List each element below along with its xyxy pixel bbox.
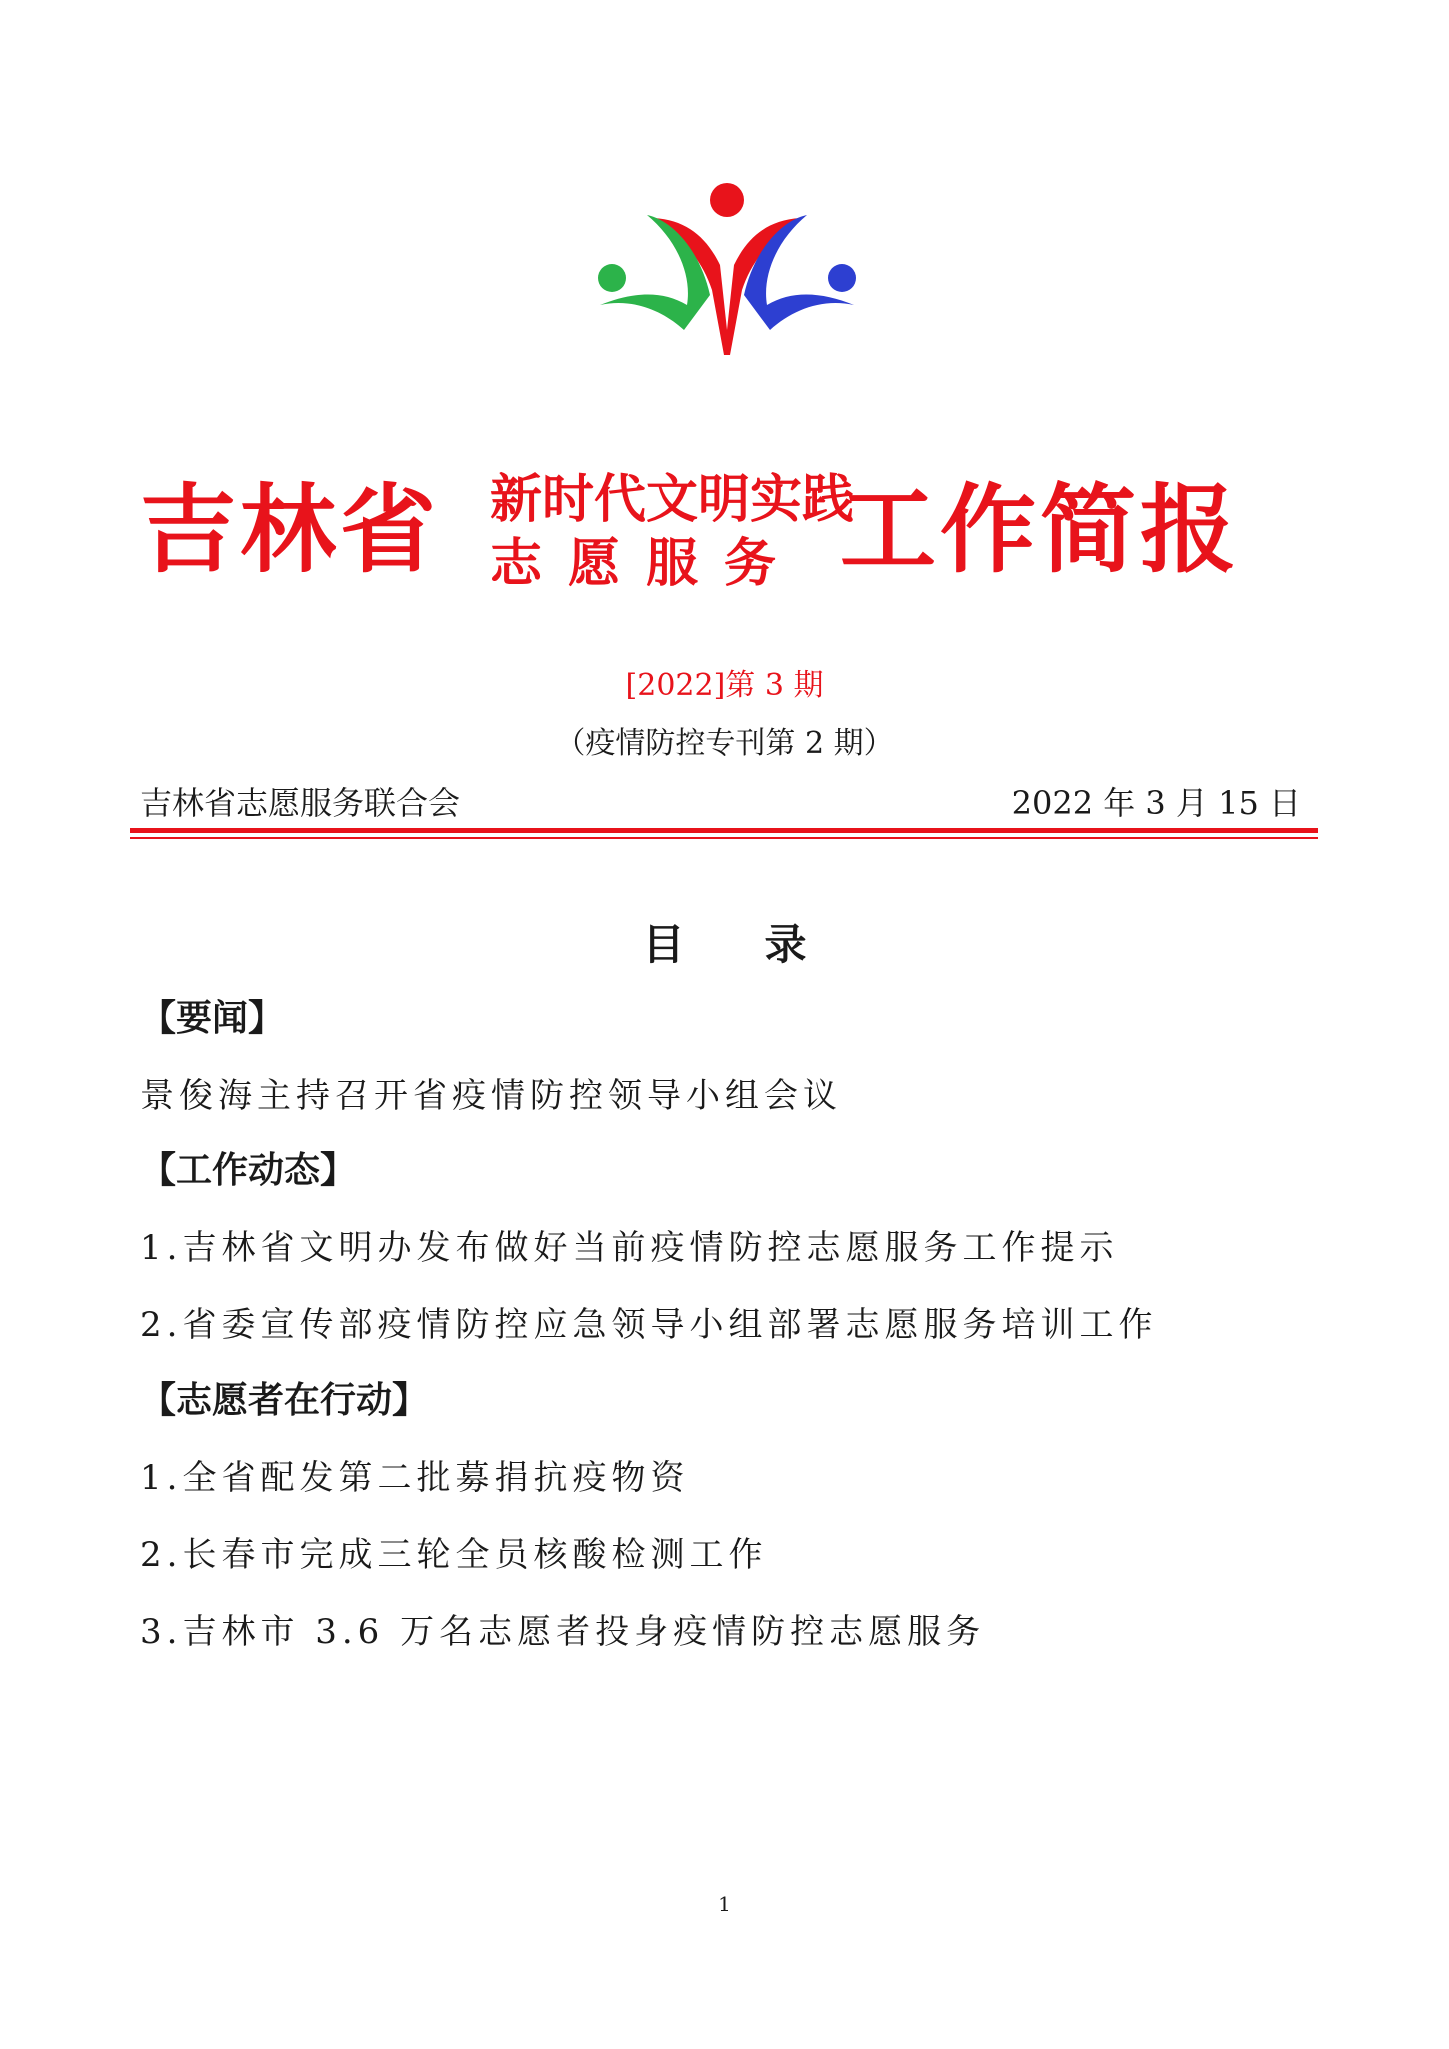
toc-item: 2.省委宣传部疫情防控应急领导小组部署志愿服务培训工作 [140, 1305, 1158, 1345]
toc-item: 2.长春市完成三轮全员核酸检测工作 [140, 1535, 768, 1575]
masthead-subtitle-line2: 志愿服务 [490, 534, 803, 594]
issue-number: [2022]第 3 期 [625, 668, 824, 703]
special-issue: （疫情防控专刊第 2 期） [555, 726, 894, 761]
masthead-title: 工作简报 [840, 474, 1240, 586]
toc-item: 1.吉林省文明办发布做好当前疫情防控志愿服务工作提示 [140, 1228, 1119, 1268]
page-number: 1 [718, 1892, 731, 1916]
toc-section-heading: 【工作动态】 [140, 1150, 357, 1191]
header-rule-thick [130, 828, 1318, 833]
masthead-subtitle-line1: 新时代文明实践 [490, 470, 855, 530]
toc-section-heading: 【要闻】 [140, 998, 285, 1039]
publish-date: 2022 年 3 月 15 日 [1011, 784, 1301, 822]
volunteer-logo-icon [592, 180, 862, 360]
masthead-province: 吉林省 [140, 474, 440, 586]
toc-item: 景俊海主持召开省疫情防控领导小组会议 [140, 1076, 842, 1116]
publisher: 吉林省志愿服务联合会 [140, 784, 461, 822]
masthead-subtitle [490, 468, 854, 596]
toc-section-heading: 【志愿者在行动】 [140, 1380, 429, 1421]
header-rule-thin [130, 837, 1318, 839]
toc-item: 1.全省配发第二批募捐抗疫物资 [140, 1458, 690, 1498]
toc-title: 目录 [642, 920, 887, 969]
toc-item: 3.吉林市 3.6 万名志愿者投身疫情防控志愿服务 [140, 1612, 986, 1652]
